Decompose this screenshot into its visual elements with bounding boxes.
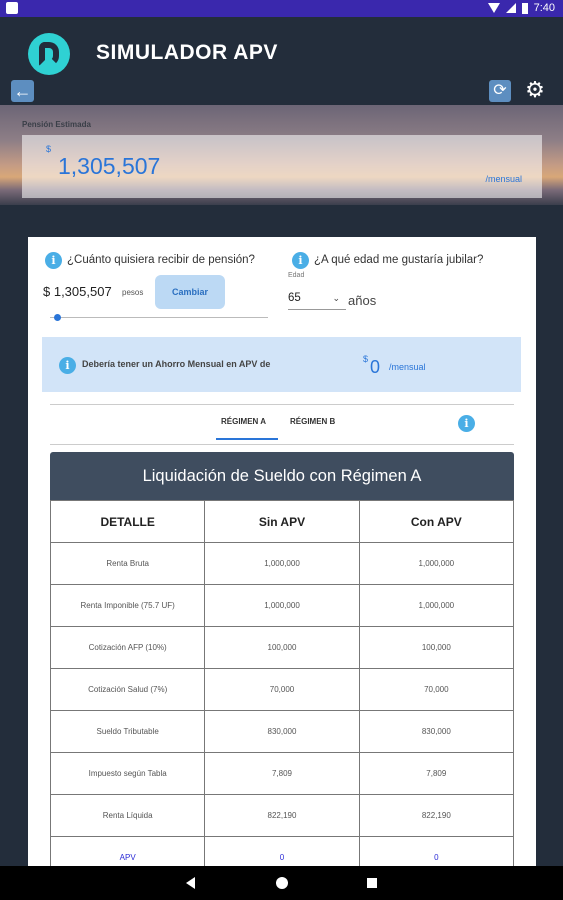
table-row: [51, 794, 513, 836]
nav-home-icon[interactable]: [276, 877, 288, 889]
age-select[interactable]: [288, 289, 346, 310]
banner-label: Pensión Estimada: [22, 120, 91, 129]
table-cell: 822,190: [359, 795, 513, 836]
salary-table: [50, 500, 514, 877]
chevron-down-icon: ⌄: [332, 293, 340, 303]
pension-value: 1,305,507: [58, 153, 161, 179]
table-title: Liquidación de Sueldo con Régimen A: [50, 452, 514, 500]
estimated-pension-box: [22, 135, 542, 198]
table-cell: 830,000: [204, 711, 358, 752]
table-row: [51, 752, 513, 794]
status-icons: [488, 2, 555, 14]
pension-period: /mensual: [485, 174, 522, 184]
age-unit: años: [348, 293, 377, 308]
age-question: ¿A qué edad me gustaría jubilar?: [314, 254, 484, 266]
info-icon[interactable]: i: [59, 357, 76, 374]
tab-regimen-a[interactable]: RÉGIMEN A: [221, 417, 267, 426]
table-cell: 100,000: [204, 627, 358, 668]
app-title: SIMULADOR APV: [96, 41, 278, 64]
table-header: DETALLE: [100, 514, 155, 529]
refresh-icon: ⟳: [493, 82, 507, 99]
app-bar: [0, 17, 563, 105]
table-row: [51, 542, 513, 584]
pension-banner: [0, 105, 563, 205]
tab-regimen-b[interactable]: RÉGIMEN B: [290, 417, 336, 426]
table-row: [51, 668, 513, 710]
active-tab-indicator: [216, 438, 278, 440]
navigation-bar: [0, 866, 563, 900]
apv-period: /mensual: [389, 362, 426, 372]
app-logo-icon: [28, 33, 70, 75]
age-field-label: Edad: [288, 272, 305, 279]
table-cell: 1,000,000: [204, 585, 358, 626]
info-icon[interactable]: i: [292, 252, 309, 269]
gear-icon: ⚙: [525, 77, 545, 102]
table-cell: Renta Bruta: [106, 559, 150, 568]
table-cell: 0: [359, 837, 513, 877]
slider-thumb[interactable]: [54, 314, 61, 321]
apv-currency: $: [363, 354, 369, 364]
divider: [50, 404, 514, 405]
settings-button[interactable]: [523, 78, 547, 102]
table-cell: Cotización AFP (10%): [88, 643, 167, 652]
desired-pension-amount: $ 1,305,507: [43, 284, 112, 299]
table-cell: Impuesto según Tabla: [88, 769, 167, 778]
cell-signal-icon: [506, 3, 516, 13]
table-header-row: [51, 500, 513, 542]
table-row: [51, 584, 513, 626]
table-cell: APV: [119, 853, 136, 862]
table-row: [51, 710, 513, 752]
change-button[interactable]: Cambiar: [155, 275, 225, 309]
apv-text: Debería tener un Ahorro Mensual en APV de: [82, 359, 271, 369]
battery-icon: [522, 3, 528, 14]
table-row: [51, 626, 513, 668]
table-header: Con APV: [359, 501, 513, 542]
table-cell: 70,000: [359, 669, 513, 710]
status-time: 7:40: [533, 2, 555, 14]
table-cell: 830,000: [359, 711, 513, 752]
table-cell: 822,190: [204, 795, 358, 836]
table-cell: 1,000,000: [204, 543, 358, 584]
table-cell: 0: [204, 837, 358, 877]
table-cell: Renta Imponible (75.7 UF): [80, 601, 175, 610]
pension-currency: $: [46, 144, 52, 154]
info-icon[interactable]: i: [458, 415, 475, 432]
simulator-card: [28, 237, 536, 877]
status-bar: [0, 0, 563, 17]
nav-back-icon[interactable]: [186, 877, 195, 889]
table-cell: 7,809: [359, 753, 513, 794]
table-header: Sin APV: [204, 501, 358, 542]
table-cell: Cotización Salud (7%): [88, 685, 168, 694]
pension-question: ¿Cuánto quisiera recibir de pensión?: [67, 254, 255, 266]
pesos-unit: pesos: [122, 288, 144, 297]
table-cell: Renta Líquida: [102, 811, 153, 820]
back-button[interactable]: [11, 80, 34, 102]
table-cell: 7,809: [204, 753, 358, 794]
nav-recents-icon[interactable]: [367, 878, 377, 888]
info-icon[interactable]: i: [45, 252, 62, 269]
table-cell: 1,000,000: [359, 585, 513, 626]
apv-value: 0: [370, 357, 381, 377]
table-cell: 100,000: [359, 627, 513, 668]
age-value: 65: [288, 292, 301, 304]
wifi-icon: [488, 3, 500, 13]
table-cell: 1,000,000: [359, 543, 513, 584]
arrow-left-icon: ←: [13, 81, 32, 101]
table-cell: Sueldo Tributable: [96, 727, 159, 736]
table-cell: 70,000: [204, 669, 358, 710]
apv-result-box: [42, 337, 521, 392]
refresh-button[interactable]: [489, 80, 511, 102]
pension-slider[interactable]: [50, 317, 268, 318]
divider: [50, 444, 514, 445]
notification-icon: [6, 2, 18, 14]
